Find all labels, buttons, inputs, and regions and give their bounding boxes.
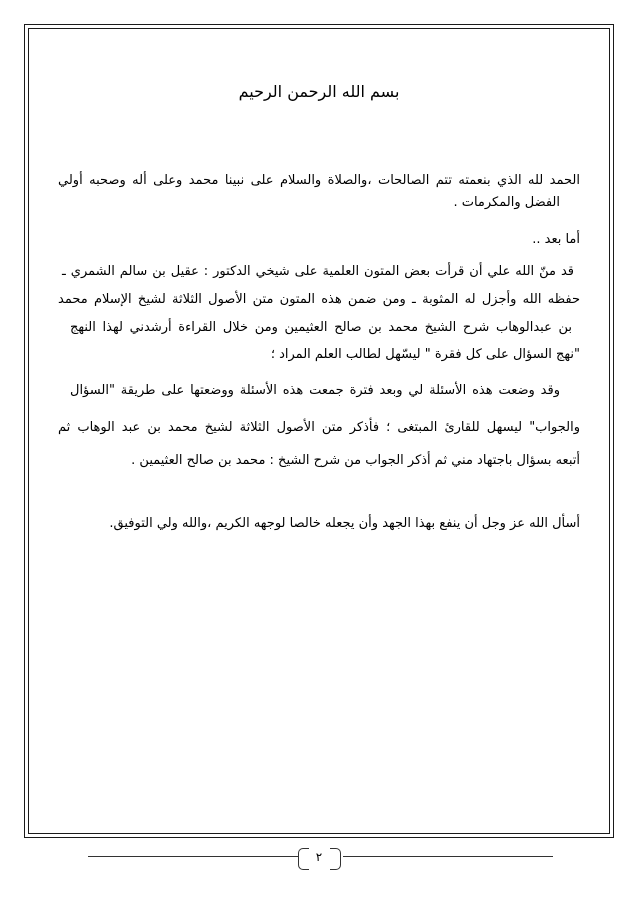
paragraph-line-7: "نهج السؤال على كل فقرة " ليسّهل لطالب العلم المراد ؛	[270, 347, 580, 362]
paragraph-line-8: وقد وضعت هذه الأسئلة لي وبعد فترة جمعت هذه الأسئلة ووضعتها على طريقة "السؤال	[70, 383, 560, 398]
paragraph-line-1: الحمد لله الذي بنعمته تتم الصالحات ،والصلاة والسلام على نبينا محمد وعلى أله وصحبه أولي	[58, 173, 580, 188]
paragraph-line-5: حفظه الله وأجزل له المثوبة ـ ومن ضمن هذه المتون متن الأصول الثلاثة لشيخ الإسلام محمد	[58, 292, 580, 307]
paragraph-line-11: أسأل الله عز وجل أن ينفع بهذا الجهد وأن يجعله خالصا لوجهه الكريم ،والله ولي التوفيق.	[109, 516, 580, 531]
basmala-heading: بسم الله الرحمن الرحيم	[238, 82, 400, 101]
footer-rule-left	[88, 856, 298, 857]
paragraph-line-9: والجواب" ليسهل للقارئ المبتغى ؛ فأذكر متن الأصول الثلاثة لشيخ محمد بن عبد الوهاب ثم	[58, 420, 580, 435]
footer-bracket-right	[330, 848, 341, 870]
paragraph-line-2: الفضل والمكرمات .	[453, 195, 560, 210]
paragraph-line-10: أتبعه بسؤال باجتهاد مني ثم أذكر الجواب من شرح الشيخ : محمد بن صالح العثيمين .	[131, 453, 580, 468]
paragraph-line-4: قد منّ الله علي أن قرأت بعض المتون العلمية على شيخي الدكتور : عقيل بن سالم الشمري ـ	[62, 264, 574, 279]
footer-rule-right	[343, 856, 553, 857]
paragraph-line-3: أما بعد ..	[532, 232, 580, 247]
page-number: ٢	[315, 850, 323, 864]
paragraph-line-6: بن عبدالوهاب شرح الشيخ محمد بن صالح العثيمين ومن خلال القراءة أرشدني لهذا النهج	[70, 320, 572, 335]
